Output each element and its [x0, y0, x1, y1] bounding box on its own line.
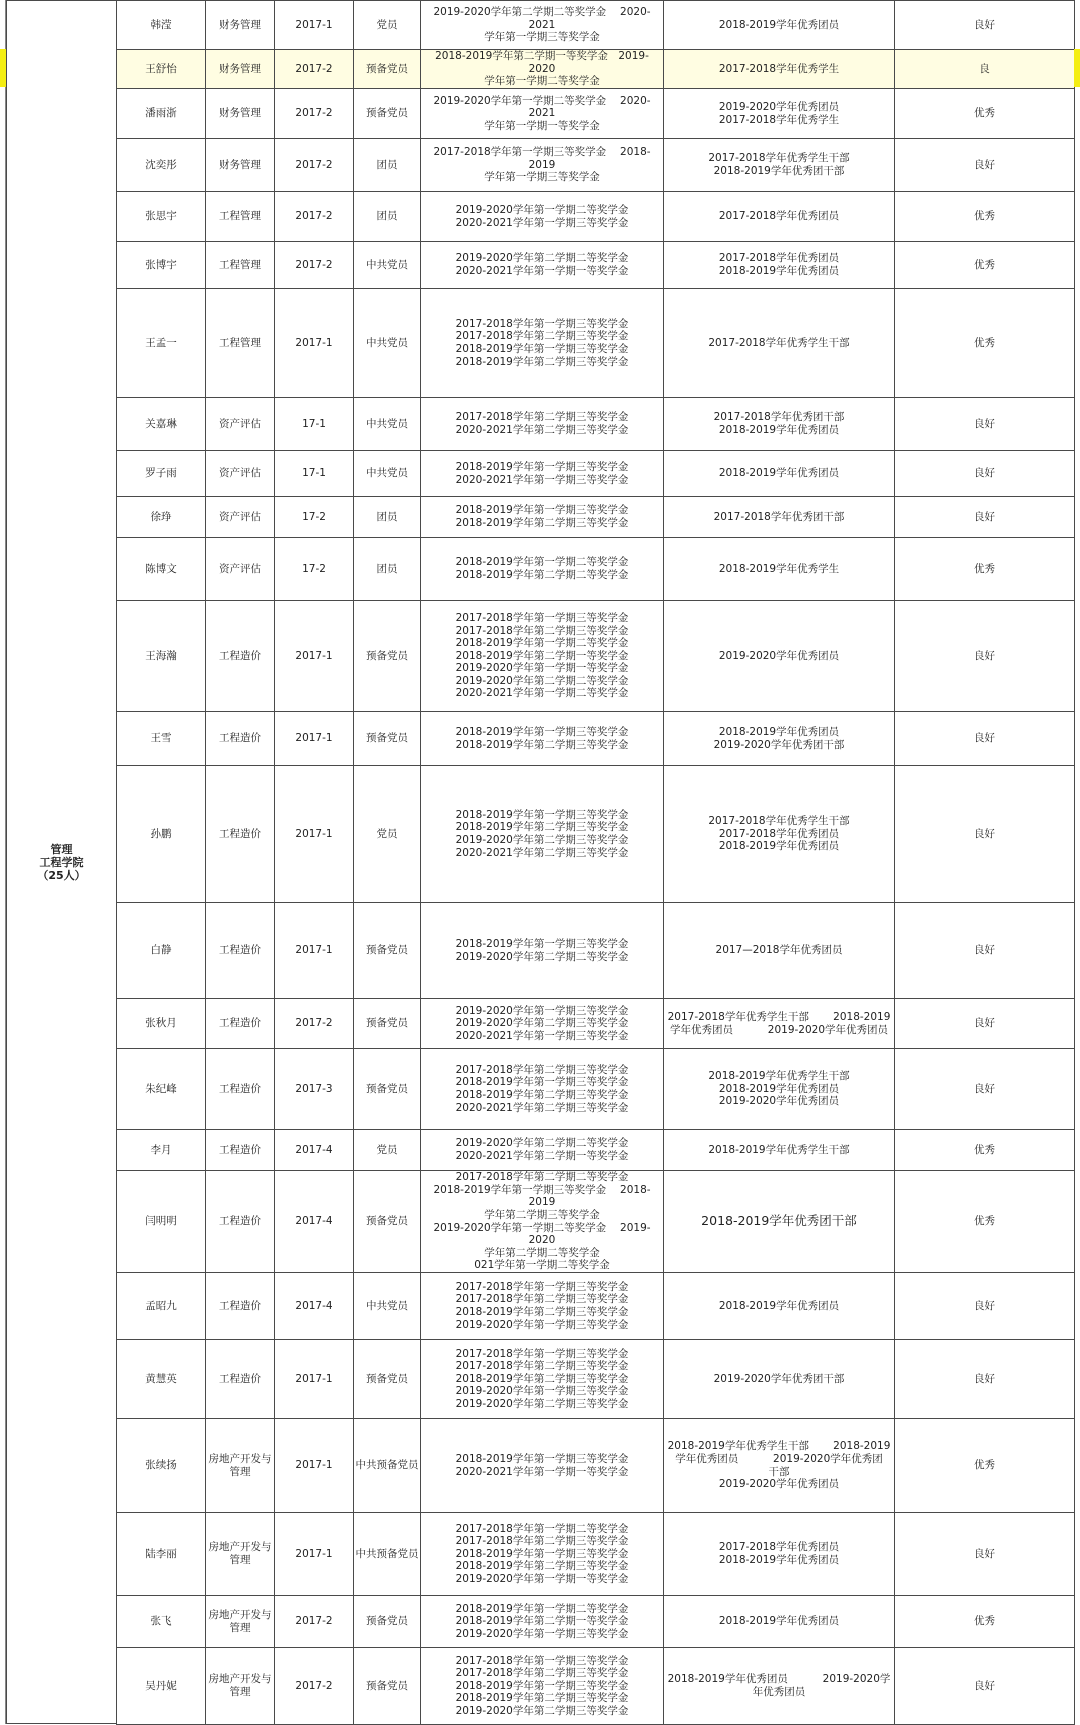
class-cell: 2017-4: [274, 1170, 354, 1273]
scholarship-cell: 2018-2019学年第一学期三等奖学金 2018-2019学年第二学期三等奖学金: [420, 711, 664, 766]
student-name-cell: 韩滢: [116, 0, 206, 50]
honor-cell: 2019-2020学年优秀团干部: [663, 1339, 895, 1419]
evaluation-cell: 优秀: [894, 537, 1075, 601]
scholarship-cell: 2017-2018学年第二学期三等奖学金 2018-2019学年第一学期三等奖学金 2018-2019学年第二学期三等奖学金 2020-2021学年第二学期三等奖学金: [420, 1048, 664, 1130]
honor-cell: 2017-2018学年优秀团干部 2018-2019学年优秀团员: [663, 397, 895, 451]
honor-cell: 2018-2019学年优秀学生: [663, 537, 895, 601]
student-name-cell: 王雪: [116, 711, 206, 766]
political-status-cell: 中共党员: [353, 450, 421, 497]
honor-cell: 2018-2019学年优秀团员 2019-2020学年优秀团干部: [663, 711, 895, 766]
major-cell: 工程造价: [205, 1048, 275, 1130]
class-cell: 2017-4: [274, 1129, 354, 1171]
honor-cell: 2018-2019学年优秀学生干部 2018-2019学年优秀团员 2019-2020学年优秀团员: [663, 1048, 895, 1130]
student-name-cell: 张续扬: [116, 1418, 206, 1513]
scholarship-cell: 2019-2020学年第二学期二等奖学金 2020-2021学年第二学期一等奖学金: [420, 1129, 664, 1171]
honor-cell: 2018-2019学年优秀团员: [663, 1272, 895, 1340]
evaluation-cell: 良好: [894, 138, 1075, 192]
scholarship-cell: 2018-2019学年第一学期三等奖学金 2019-2020学年第二学期二等奖学金: [420, 902, 664, 999]
class-cell: 2017-1: [274, 1512, 354, 1596]
honor-cell: 2018-2019学年优秀团员: [663, 1595, 895, 1648]
class-cell: 17-2: [274, 537, 354, 601]
scholarship-cell: 2017-2018学年第一学期三等奖学金 2017-2018学年第二学期三等奖学金 2018-2019学年第二学期三等奖学金 2019-2020学年第一学期三等奖学金 2019-2020学年第二学期三等奖学金: [420, 1339, 664, 1419]
scholarship-cell: 2017-2018学年第一学期二等奖学金 2017-2018学年第二学期三等奖学金 2018-2019学年第一学期三等奖学金 2018-2019学年第二学期三等奖学金 2019-2020学年第一学期一等奖学金: [420, 1512, 664, 1596]
evaluation-cell: 良好: [894, 998, 1075, 1049]
political-status-cell: 中共党员: [353, 241, 421, 289]
political-status-cell: 中共预备党员: [353, 1418, 421, 1513]
scholarship-cell: 2018-2019学年第一学期二等奖学金 2018-2019学年第二学期二等奖学金: [420, 537, 664, 601]
evaluation-cell: 良好: [894, 600, 1075, 712]
major-cell: 工程造价: [205, 711, 275, 766]
scholarship-cell: 2018-2019学年第二学期一等奖学金 2019-2020 学年第一学期二等奖学金: [420, 49, 664, 89]
student-name-cell: 罗子雨: [116, 450, 206, 497]
student-name-cell: 潘雨浙: [116, 88, 206, 139]
scholarship-cell: 2019-2020学年第一学期二等奖学金 2020-2021学年第一学期三等奖学金: [420, 191, 664, 242]
political-status-cell: 党员: [353, 765, 421, 903]
scholarship-cell: 2017-2018学年第一学期三等奖学金 2017-2018学年第二学期三等奖学金 2018-2019学年第一学期二等奖学金 2018-2019学年第二学期一等奖学金 2019-2020学年第一学期一等奖学金 2019-2020学年第二学期二等奖学金 2020-2021学年第一学期二等奖学金: [420, 600, 664, 712]
political-status-cell: 团员: [353, 496, 421, 538]
honor-cell: 2018-2019学年优秀学生干部 2018-2019 学年优秀团员 2019-2020学年优秀团 干部 2019-2020学年优秀团员: [663, 1418, 895, 1513]
class-cell: 2017-1: [274, 600, 354, 712]
class-cell: 2017-1: [274, 711, 354, 766]
major-cell: 资产评估: [205, 397, 275, 451]
major-cell: 工程造价: [205, 600, 275, 712]
student-name-cell: 沈奕彤: [116, 138, 206, 192]
scholarship-cell: 2019-2020学年第二学期二等奖学金 2020-2021学年第一学期一等奖学金: [420, 241, 664, 289]
major-cell: 资产评估: [205, 537, 275, 601]
class-cell: 2017-1: [274, 902, 354, 999]
student-name-cell: 张飞: [116, 1595, 206, 1648]
honor-cell: 2017-2018学年优秀团员 2018-2019学年优秀团员: [663, 1512, 895, 1596]
scholarship-cell: 2017-2018学年第二学期三等奖学金 2020-2021学年第二学期三等奖学金: [420, 397, 664, 451]
major-cell: 财务管理: [205, 88, 275, 139]
honor-cell: 2019-2020学年优秀团员: [663, 600, 895, 712]
class-cell: 2017-2: [274, 1647, 354, 1725]
political-status-cell: 党员: [353, 0, 421, 50]
major-cell: 工程造价: [205, 1339, 275, 1419]
major-cell: 房地产开发与 管理: [205, 1647, 275, 1725]
political-status-cell: 预备党员: [353, 998, 421, 1049]
class-cell: 2017-3: [274, 1048, 354, 1130]
political-status-cell: 团员: [353, 138, 421, 192]
evaluation-cell: 优秀: [894, 288, 1075, 398]
scholarship-cell: 2017-2018学年第一学期三等奖学金 2017-2018学年第二学期三等奖学金 2018-2019学年第一学期三等奖学金 2018-2019学年第二学期三等奖学金: [420, 288, 664, 398]
political-status-cell: 团员: [353, 537, 421, 601]
college-cell: 管理 工程学院 （25人）: [6, 0, 117, 1724]
student-name-cell: 王舒怡: [116, 49, 206, 89]
student-name-cell: 孟昭九: [116, 1272, 206, 1340]
evaluation-cell: 良好: [894, 397, 1075, 451]
student-name-cell: 关嘉琳: [116, 397, 206, 451]
major-cell: 工程造价: [205, 998, 275, 1049]
class-cell: 2017-2: [274, 191, 354, 242]
class-cell: 2017-2: [274, 49, 354, 89]
student-name-cell: 朱纪峰: [116, 1048, 206, 1130]
scholarship-cell: 2017-2018学年第二学期二等奖学金 2018-2019学年第一学期三等奖学金 2018-2019 学年第二学期三等奖学金 2019-2020学年第一学期二等奖学金 2019-2020 学年第二学期二等奖学金 021学年第一学期二等奖学金: [420, 1170, 664, 1273]
major-cell: 工程造价: [205, 1272, 275, 1340]
political-status-cell: 中共党员: [353, 1272, 421, 1340]
evaluation-cell: 良好: [894, 1048, 1075, 1130]
honor-cell: 2017-2018学年优秀团员 2018-2019学年优秀团员: [663, 241, 895, 289]
major-cell: 财务管理: [205, 0, 275, 50]
honor-cell: 2017-2018学年优秀学生干部: [663, 288, 895, 398]
scholarship-cell: 2019-2020学年第一学期三等奖学金 2019-2020学年第二学期三等奖学金 2020-2021学年第一学期三等奖学金: [420, 998, 664, 1049]
student-name-cell: 白静: [116, 902, 206, 999]
highlight-marker-right: [1074, 49, 1080, 87]
student-name-cell: 王孟一: [116, 288, 206, 398]
political-status-cell: 预备党员: [353, 49, 421, 89]
major-cell: 工程管理: [205, 288, 275, 398]
scholarship-cell: 2018-2019学年第一学期三等奖学金 2020-2021学年第一学期一等奖学金: [420, 1418, 664, 1513]
honor-cell: 2019-2020学年优秀团员 2017-2018学年优秀学生: [663, 88, 895, 139]
evaluation-cell: 良好: [894, 902, 1075, 999]
scholarship-cell: 2018-2019学年第一学期三等奖学金 2018-2019学年第二学期三等奖学金: [420, 496, 664, 538]
evaluation-cell: 良好: [894, 1272, 1075, 1340]
student-name-cell: 张思宇: [116, 191, 206, 242]
major-cell: 工程造价: [205, 765, 275, 903]
student-name-cell: 吴丹妮: [116, 1647, 206, 1725]
honor-cell: 2018-2019学年优秀团员 2019-2020学 年优秀团员: [663, 1647, 895, 1725]
political-status-cell: 预备党员: [353, 1339, 421, 1419]
political-status-cell: 中共党员: [353, 397, 421, 451]
honor-cell: 2017-2018学年优秀团干部: [663, 496, 895, 538]
political-status-cell: 团员: [353, 191, 421, 242]
honor-cell: 2018-2019学年优秀学生干部: [663, 1129, 895, 1171]
scholarship-cell: 2017-2018学年第一学期三等奖学金 2017-2018学年第二学期三等奖学金 2018-2019学年第一学期三等奖学金 2018-2019学年第二学期三等奖学金 2019-2020学年第二学期三等奖学金: [420, 1647, 664, 1725]
evaluation-cell: 优秀: [894, 1418, 1075, 1513]
evaluation-cell: 优秀: [894, 241, 1075, 289]
evaluation-cell: 良好: [894, 450, 1075, 497]
student-name-cell: 闫明明: [116, 1170, 206, 1273]
honor-cell: 2017-2018学年优秀学生干部 2018-2019学年优秀团干部: [663, 138, 895, 192]
political-status-cell: 预备党员: [353, 902, 421, 999]
honor-cell: 2017-2018学年优秀团员: [663, 191, 895, 242]
major-cell: 资产评估: [205, 496, 275, 538]
evaluation-cell: 良好: [894, 1512, 1075, 1596]
political-status-cell: 中共党员: [353, 288, 421, 398]
class-cell: 2017-2: [274, 138, 354, 192]
class-cell: 2017-1: [274, 1339, 354, 1419]
major-cell: 房地产开发与 管理: [205, 1595, 275, 1648]
class-cell: 2017-2: [274, 88, 354, 139]
major-cell: 房地产开发与 管理: [205, 1418, 275, 1513]
honor-cell: 2018-2019学年优秀团员: [663, 0, 895, 50]
political-status-cell: 党员: [353, 1129, 421, 1171]
class-cell: 2017-1: [274, 0, 354, 50]
political-status-cell: 预备党员: [353, 711, 421, 766]
honor-cell: 2018-2019学年优秀团干部: [663, 1170, 895, 1273]
class-cell: 2017-1: [274, 1418, 354, 1513]
honor-cell: 2018-2019学年优秀团员: [663, 450, 895, 497]
student-name-cell: 徐琤: [116, 496, 206, 538]
political-status-cell: 预备党员: [353, 600, 421, 712]
evaluation-cell: 优秀: [894, 1129, 1075, 1171]
student-name-cell: 黄慧英: [116, 1339, 206, 1419]
class-cell: 17-1: [274, 397, 354, 451]
major-cell: 工程造价: [205, 902, 275, 999]
evaluation-cell: 良: [894, 49, 1075, 89]
evaluation-cell: 良好: [894, 496, 1075, 538]
scholarship-cell: 2018-2019学年第一学期三等奖学金 2020-2021学年第一学期三等奖学金: [420, 450, 664, 497]
scholarship-cell: 2018-2019学年第一学期二等奖学金 2018-2019学年第二学期一等奖学金 2019-2020学年第一学期三等奖学金: [420, 1595, 664, 1648]
honor-cell: 2017-2018学年优秀学生干部 2018-2019 学年优秀团员 2019-2020学年优秀团员: [663, 998, 895, 1049]
major-cell: 工程造价: [205, 1170, 275, 1273]
political-status-cell: 中共预备党员: [353, 1512, 421, 1596]
evaluation-cell: 良好: [894, 1647, 1075, 1725]
major-cell: 资产评估: [205, 450, 275, 497]
class-cell: 2017-2: [274, 241, 354, 289]
evaluation-cell: 优秀: [894, 191, 1075, 242]
student-name-cell: 李月: [116, 1129, 206, 1171]
honor-cell: 2017—2018学年优秀团员: [663, 902, 895, 999]
major-cell: 工程造价: [205, 1129, 275, 1171]
student-name-cell: 张博宇: [116, 241, 206, 289]
student-name-cell: 孙鹏: [116, 765, 206, 903]
scholarship-cell: 2018-2019学年第一学期三等奖学金 2018-2019学年第二学期三等奖学金 2019-2020学年第二学期三等奖学金 2020-2021学年第二学期三等奖学金: [420, 765, 664, 903]
political-status-cell: 预备党员: [353, 88, 421, 139]
class-cell: 2017-2: [274, 1595, 354, 1648]
class-cell: 17-2: [274, 496, 354, 538]
evaluation-cell: 良好: [894, 765, 1075, 903]
student-name-cell: 张秋月: [116, 998, 206, 1049]
scholarship-cell: 2019-2020学年第一学期二等奖学金 2020-2021 学年第一学期一等奖学金: [420, 88, 664, 139]
major-cell: 房地产开发与 管理: [205, 1512, 275, 1596]
student-name-cell: 陈博文: [116, 537, 206, 601]
political-status-cell: 预备党员: [353, 1170, 421, 1273]
student-name-cell: 陆李丽: [116, 1512, 206, 1596]
major-cell: 财务管理: [205, 49, 275, 89]
evaluation-cell: 良好: [894, 1339, 1075, 1419]
evaluation-cell: 优秀: [894, 88, 1075, 139]
class-cell: 17-1: [274, 450, 354, 497]
scholarship-cell: 2019-2020学年第二学期二等奖学金 2020-2021 学年第一学期三等奖学金: [420, 0, 664, 50]
student-name-cell: 王海瀚: [116, 600, 206, 712]
class-cell: 2017-1: [274, 288, 354, 398]
evaluation-cell: 优秀: [894, 1170, 1075, 1273]
political-status-cell: 预备党员: [353, 1048, 421, 1130]
honor-cell: 2017-2018学年优秀学生干部 2017-2018学年优秀团员 2018-2019学年优秀团员: [663, 765, 895, 903]
honor-cell: 2017-2018学年优秀学生: [663, 49, 895, 89]
class-cell: 2017-2: [274, 998, 354, 1049]
political-status-cell: 预备党员: [353, 1647, 421, 1725]
class-cell: 2017-4: [274, 1272, 354, 1340]
scholarship-cell: 2017-2018学年第一学期三等奖学金 2018-2019 学年第一学期三等奖学金: [420, 138, 664, 192]
evaluation-cell: 良好: [894, 0, 1075, 50]
class-cell: 2017-1: [274, 765, 354, 903]
evaluation-cell: 优秀: [894, 1595, 1075, 1648]
major-cell: 财务管理: [205, 138, 275, 192]
political-status-cell: 预备党员: [353, 1595, 421, 1648]
scholarship-cell: 2017-2018学年第一学期三等奖学金 2017-2018学年第二学期三等奖学金 2018-2019学年第二学期三等奖学金 2019-2020学年第一学期三等奖学金: [420, 1272, 664, 1340]
major-cell: 工程管理: [205, 191, 275, 242]
evaluation-cell: 良好: [894, 711, 1075, 766]
major-cell: 工程管理: [205, 241, 275, 289]
